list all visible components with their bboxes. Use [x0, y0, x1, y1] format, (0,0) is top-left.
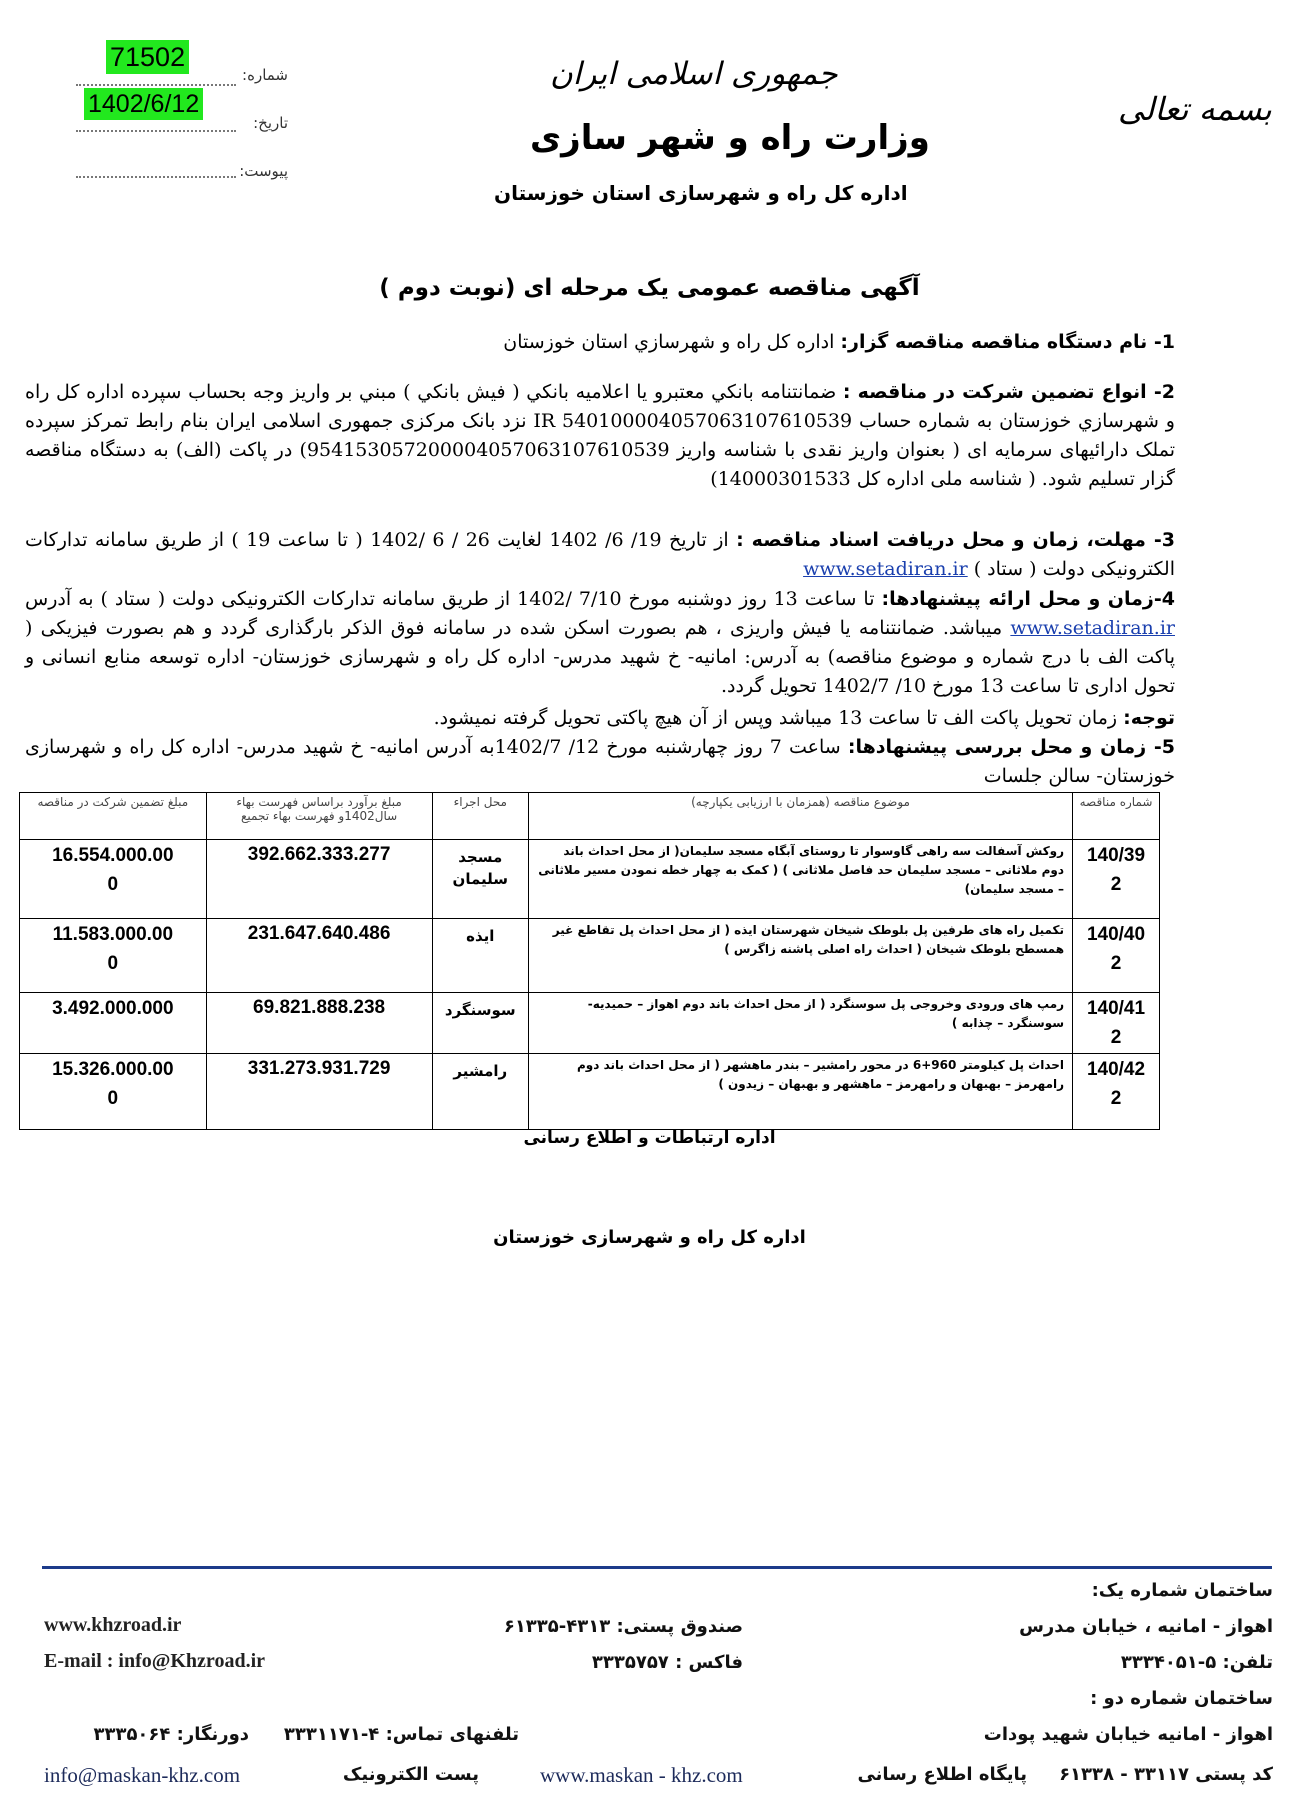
header-subject: موضوع مناقصه (همزمان با ارزیابی یکپارچه) [529, 793, 1073, 840]
attachment-dotted-line [76, 176, 236, 178]
email-2-link[interactable]: info@maskan-khz.com [44, 1763, 241, 1787]
note-heading: توجه: [1123, 707, 1175, 729]
table-row [20, 993, 1160, 1054]
building-2-postal-code: کد پستی ۳۳۱۱۷ - ۶۱۳۳۸ [1059, 1764, 1273, 1785]
footer-divider [42, 1566, 1272, 1569]
note-body: زمان تحویل پاکت الف تا ساعت 13 میباشد وپس از آن هیچ پاکتی تحویل گرفته نمیشود. [433, 707, 1124, 729]
tender-place: رامشیر [432, 1054, 529, 1130]
basmala: بسمه تعالی [1118, 90, 1272, 128]
tender-bond: 3.492.000.000 [20, 993, 207, 1054]
tender-estimate: 331.273.931.729 [206, 1054, 432, 1130]
table-header-row [20, 793, 1160, 840]
building-1-pobox: صندوق پستی: ۴۳۱۳-۶۱۳۳۵ [503, 1616, 743, 1637]
tender-number: 140/41 2 [1073, 993, 1160, 1054]
building-2-fax: دورنگار: ۳۳۳۵۰۶۴ [93, 1724, 249, 1745]
republic-heading: جمهوری اسلامی ایران [550, 56, 838, 92]
letter-date: 1402/6/12 [84, 88, 203, 120]
section-5-heading: 5- زمان و محل بررسی پیشنهادها: [847, 736, 1175, 758]
section-5 [25, 733, 1175, 791]
header-bond: مبلغ تضمین شرکت در مناقصه [20, 793, 207, 840]
section-2-body: ضمانتنامه بانكي معتبرو يا اعلاميه بانكي ( فيش بانكي ) مبني بر واريز وجه بحساب سپرده اداره كل راه و شهرسازي خوزستان به شماره حساب IR 540100004057063107610539 نزد بانک مرکزی جمهوری اسلامی ایران بنام رابط تمرکز سپرده تملک دارائیهای سرمایه ای ( بعنوان واریز نقدی با شناسه واریز 954153057200004057063107610539) در پاکت (الف) به دستگاه مناقصه گزار تسلیم شود. ( شناسه ملی اداره کل 14000301533) [25, 381, 1175, 490]
section-4-link[interactable]: www.setadiran.ir [1010, 617, 1175, 639]
section-5-body: ساعت 7 روز چهارشنبه مورخ 12/ 1402/7به آدرس امانیه- خ شهید مدرس- اداره کل راه و شهرسازی خوزستان- سالن جلسات [25, 736, 1175, 787]
tender-estimate: 231.647.640.486 [206, 919, 432, 993]
signing-organization: اداره کل راه و شهرسازی خوزستان [493, 1227, 806, 1248]
section-4-body: تا ساعت 13 روز دوشنبه مورخ 7/10 /1402 از طریق سامانه تدارکات الکترونیکی دولت ( ستاد ) به آدرس [25, 588, 882, 610]
tender-place: سوسنگرد [432, 993, 529, 1054]
section-2 [25, 378, 1175, 494]
section-1 [25, 328, 1175, 357]
tender-estimate: 69.821.888.238 [206, 993, 432, 1054]
ministry-heading: وزارت راه و شهر سازی [530, 118, 930, 158]
tender-place: ایذه [432, 919, 529, 993]
attachment-label: پیوست: [239, 162, 288, 180]
note [25, 704, 1175, 733]
tender-subject: تکمیل راه های طرفین پل بلوطک شیخان شهرستان ایذه ( از محل احداث پل تقاطع غیر همسطح بلوطک شیخان ( احداث راه اصلی پاشنه زاگرس ) [529, 919, 1073, 993]
building-1-address: اهواز - امانیه ، خیابان مدرس [1019, 1616, 1273, 1637]
email-label: پست الکترونیک [342, 1764, 479, 1785]
tender-place: مسجد سلیمان [432, 840, 529, 919]
section-1-heading: 1- نام دستگاه مناقصه مناقصه گزار: [840, 331, 1175, 353]
building-1-phone: تلفن: ۵-۳۳۳۴۰۵۱ [1120, 1652, 1273, 1673]
tender-bond: 16.554.000.00 0 [20, 840, 207, 919]
building-1-fax: فاکس : ۳۳۳۵۷۵۷ [591, 1652, 743, 1673]
header-place: محل اجراء [432, 793, 529, 840]
building-2-label: ساختمان شماره دو : [1090, 1688, 1273, 1709]
section-4-heading: 4-زمان و محل ارائه پیشنهادها: [881, 588, 1175, 610]
section-3-heading: 3- مهلت، زمان و محل دریافت اسناد مناقصه : [736, 529, 1175, 551]
notice-title: آگهی مناقصه عمومی یک مرحله ای (نوبت دوم ) [379, 275, 920, 301]
email-1-link[interactable]: E-mail : info@Khzroad.ir [44, 1650, 266, 1672]
tender-number: 140/42 2 [1073, 1054, 1160, 1130]
date-dotted-line [76, 130, 236, 132]
tender-estimate: 392.662.333.277 [206, 840, 432, 919]
section-1-body: اداره كل راه و شهرسازي استان خوزستان [503, 331, 841, 353]
section-4 [25, 585, 1175, 701]
website-1-link[interactable]: www.khzroad.ir [44, 1614, 182, 1636]
header-number: شماره مناقصه [1073, 793, 1160, 840]
building-1-label: ساختمان شماره یک: [1091, 1580, 1273, 1601]
tender-subject: رمپ های ورودی وخروجی پل سوسنگرد ( از محل احداث باند دوم اهواز – حمیدیه- سوسنگرد – چذابه ) [529, 993, 1073, 1054]
tender-subject: احداث پل کیلومتر 960+6 در محور رامشیر – بندر ماهشهر ( از محل احداث باند دوم رامهرمز – بهبهان و رامهرمز – ماهشهر و بهبهان – زیدون ) [529, 1054, 1073, 1130]
section-4-body-continued: میباشد. ضمانتنامه یا فیش واریزی ، هم بصورت اسکن شده در سامانه فوق الذکر بارگذاری گردد و هم بصورت فیزیکی ( پاکت الف با درج شماره و موضوع مناقصه) به آدرس: امانیه- خ شهید مدرس- اداره کل راه و شهرسازی خوزستان- اداره توسعه منابع انسانی و تحول اداری تا ساعت 13 مورخ 10/ 1402/7 تحویل گردد. [25, 617, 1175, 697]
tender-subject: روکش آسفالت سه راهی گاوسوار تا روستای آبگاه مسجد سلیمان( از محل احداث باند دوم ملاثانی – مسجد سلیمان حد فاصل ملاثانی ) ( کمک به چهار خطه نمودن مسیر ملاثانی – مسجد سلیمان) [529, 840, 1073, 919]
tender-number: 140/39 2 [1073, 840, 1160, 919]
province-office-heading: اداره کل راه و شهرسازی استان خوزستان [494, 181, 908, 205]
portal-label: پایگاه اطلاع رسانی [857, 1764, 1027, 1785]
section-3-link[interactable]: www.setadiran.ir [803, 558, 968, 580]
section-3 [25, 526, 1175, 584]
tender-bond: 15.326.000.00 0 [20, 1054, 207, 1130]
building-2-address: اهواز - امانیه خیابان شهید پودات [983, 1724, 1273, 1745]
section-2-heading: 2- انواع تضمین شرکت در مناقصه : [842, 381, 1175, 403]
number-dotted-line [76, 84, 236, 86]
signing-department: اداره ارتباطات و اطلاع رسانی [523, 1128, 776, 1148]
tender-number: 140/40 2 [1073, 919, 1160, 993]
website-2-link[interactable]: www.maskan - khz.com [540, 1763, 743, 1787]
section-3-body: از تاریخ 19/ 6/ 1402 لغایت 26 / 6 /1402 ( تا ساعت 19 ) از طریق سامانه تدارکات الکترونیکی دولت ( ستاد ) [25, 529, 1175, 580]
letter-number: 71502 [106, 40, 189, 74]
building-2-phones: تلفنهای تماس: ۴-۳۳۳۱۱۷۱ [283, 1724, 519, 1745]
header-estimate: مبلغ برآورد براساس فهرست بهاء سال1402و فهرست بهاء تجمیع [206, 793, 432, 840]
letter-number-label: شماره: [242, 66, 288, 84]
tender-bond: 11.583.000.00 0 [20, 919, 207, 993]
table-row [20, 840, 1160, 919]
date-label: تاریخ: [253, 114, 288, 132]
table-row [20, 1054, 1160, 1130]
table-row [20, 919, 1160, 993]
tenders-table [19, 792, 1160, 1130]
